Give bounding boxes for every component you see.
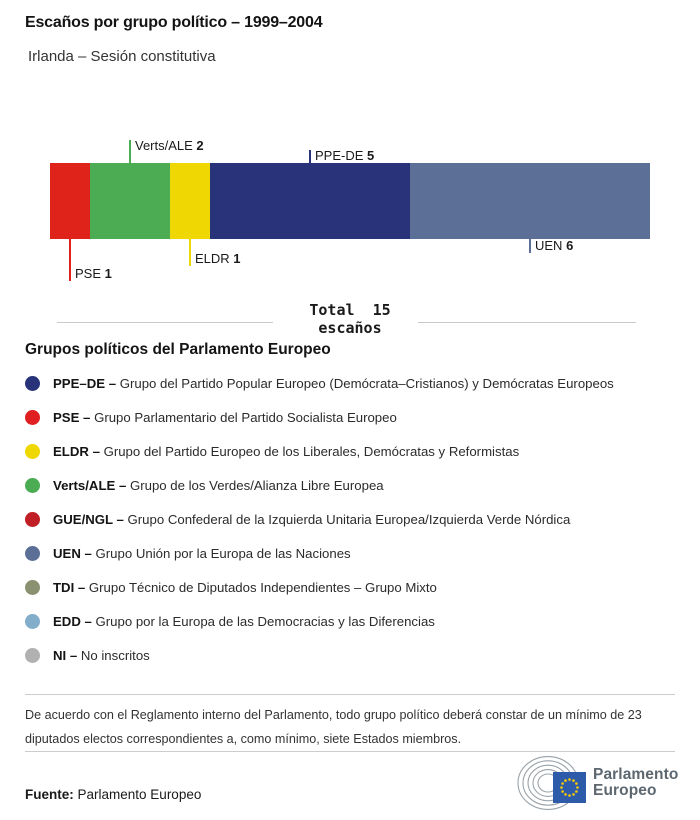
source-label: Fuente: bbox=[25, 787, 74, 802]
logo-word-2: Europeo bbox=[593, 782, 657, 799]
legend-desc: Grupo Unión por la Europa de las Naciones bbox=[95, 545, 351, 561]
seats-bar bbox=[50, 163, 650, 239]
leader-line-eldr bbox=[189, 239, 191, 266]
logo-wordmark bbox=[593, 767, 678, 799]
legend-label bbox=[53, 376, 614, 391]
european-parliament-logo bbox=[515, 756, 695, 812]
bar-segment-ppe-de bbox=[210, 163, 410, 239]
legend-dot-ppe-de bbox=[25, 376, 40, 391]
seats-bar-chart bbox=[0, 130, 700, 290]
bar-label-value: 5 bbox=[367, 148, 375, 163]
eu-flag bbox=[553, 772, 586, 803]
legend-dot-verts-ale bbox=[25, 478, 40, 493]
legend-label bbox=[53, 546, 351, 561]
legend-label bbox=[53, 614, 435, 629]
bar-label-name: ELDR bbox=[195, 251, 234, 266]
bar-label-verts-ale bbox=[135, 138, 204, 153]
source-line bbox=[25, 787, 201, 802]
legend-item-ni bbox=[25, 638, 685, 672]
legend-dot-edd bbox=[25, 614, 40, 629]
bar-label-uen bbox=[535, 238, 573, 253]
legend-item-uen bbox=[25, 536, 685, 570]
legend-heading: Grupos políticos del Parlamento Europeo bbox=[25, 341, 331, 358]
bar-label-pse bbox=[75, 266, 112, 281]
bar-label-name: UEN bbox=[535, 238, 567, 253]
bar-label-value: 2 bbox=[196, 138, 204, 153]
legend-dot-tdi bbox=[25, 580, 40, 595]
legend-desc: Grupo de los Verdes/Alianza Libre Europea bbox=[129, 477, 384, 493]
legend-item-edd bbox=[25, 604, 685, 638]
legend-abbr: UEN – bbox=[53, 545, 96, 561]
legend-label bbox=[53, 410, 397, 425]
legend-item-gue-ngl bbox=[25, 502, 685, 536]
legend-label bbox=[53, 648, 150, 663]
total-seats-label bbox=[0, 301, 700, 337]
legend-desc: Grupo por la Europa de las Democracias y las Diferencias bbox=[95, 613, 435, 629]
legend-item-verts-ale bbox=[25, 468, 685, 502]
total-line1: Total 15 bbox=[309, 301, 391, 319]
bar-segment-uen bbox=[410, 163, 650, 239]
bar-segment-verts-ale bbox=[90, 163, 170, 239]
legend-list bbox=[25, 366, 685, 672]
legend-abbr: NI – bbox=[53, 647, 81, 663]
legend-desc: Grupo Confederal de la Izquierda Unitaria Europea/Izquierda Verde Nórdica bbox=[127, 511, 571, 527]
bar-label-eldr bbox=[195, 251, 241, 266]
bar-segment-eldr bbox=[170, 163, 210, 239]
legend-label bbox=[53, 580, 437, 595]
bar-label-name: Verts/ALE bbox=[135, 138, 197, 153]
footnote: De acuerdo con el Reglamento interno del Parlamento, todo grupo político deberá constar de un mínimo de 23 diputados electos correspondientes a, como mínimo, siete Estados miembros. bbox=[25, 708, 642, 746]
legend-dot-pse bbox=[25, 410, 40, 425]
bar-label-value: 1 bbox=[233, 251, 241, 266]
parliament-hemicycle-icon bbox=[515, 756, 593, 812]
legend-desc: Grupo del Partido Popular Europeo (Demócrata–Cristianos) y Demócratas Europeos bbox=[119, 375, 614, 391]
legend-desc: Grupo del Partido Europeo de los Liberales, Demócratas y Reformistas bbox=[103, 443, 520, 459]
bar-label-value: 6 bbox=[566, 238, 574, 253]
legend-label bbox=[53, 512, 570, 527]
bar-label-name: PSE bbox=[75, 266, 105, 281]
legend-item-pse bbox=[25, 400, 685, 434]
legend-abbr: PPE–DE – bbox=[53, 375, 120, 391]
legend-label bbox=[53, 478, 384, 493]
leader-line-verts-ale bbox=[129, 140, 131, 163]
leader-line-pse bbox=[69, 239, 71, 281]
legend-abbr: Verts/ALE – bbox=[53, 477, 130, 493]
bar-label-value: 1 bbox=[104, 266, 112, 281]
legend-dot-eldr bbox=[25, 444, 40, 459]
legend-desc: No inscritos bbox=[80, 647, 150, 663]
legend-desc: Grupo Parlamentario del Partido Socialista Europeo bbox=[94, 409, 397, 425]
legend-abbr: ELDR – bbox=[53, 443, 104, 459]
legend-item-ppe-de bbox=[25, 366, 685, 400]
legend-abbr: GUE/NGL – bbox=[53, 511, 128, 527]
bar-label-name: PPE-DE bbox=[315, 148, 368, 163]
divider-top-of-note bbox=[25, 694, 675, 695]
leader-line-ppe-de bbox=[309, 150, 311, 163]
legend-dot-gue-ngl bbox=[25, 512, 40, 527]
bar-label-ppe-de bbox=[315, 148, 374, 163]
page-title: Escaños por grupo político – 1999–2004 bbox=[25, 14, 323, 31]
bar-segment-pse bbox=[50, 163, 90, 239]
legend-item-eldr bbox=[25, 434, 685, 468]
logo-word-1: Parlamento bbox=[593, 766, 679, 783]
legend-desc: Grupo Técnico de Diputados Independientes – Grupo Mixto bbox=[88, 579, 437, 595]
legend-dot-uen bbox=[25, 546, 40, 561]
legend-label bbox=[53, 444, 519, 459]
source-value: Parlamento Europeo bbox=[77, 787, 202, 802]
page-subtitle: Irlanda – Sesión constitutiva bbox=[28, 48, 216, 65]
legend-abbr: EDD – bbox=[53, 613, 96, 629]
legend-abbr: TDI – bbox=[53, 579, 89, 595]
legend-dot-ni bbox=[25, 648, 40, 663]
legend-abbr: PSE – bbox=[53, 409, 95, 425]
total-line2: escaños bbox=[318, 319, 382, 337]
divider-bottom-of-note bbox=[25, 751, 675, 752]
leader-line-uen bbox=[529, 239, 531, 253]
legend-item-tdi bbox=[25, 570, 685, 604]
